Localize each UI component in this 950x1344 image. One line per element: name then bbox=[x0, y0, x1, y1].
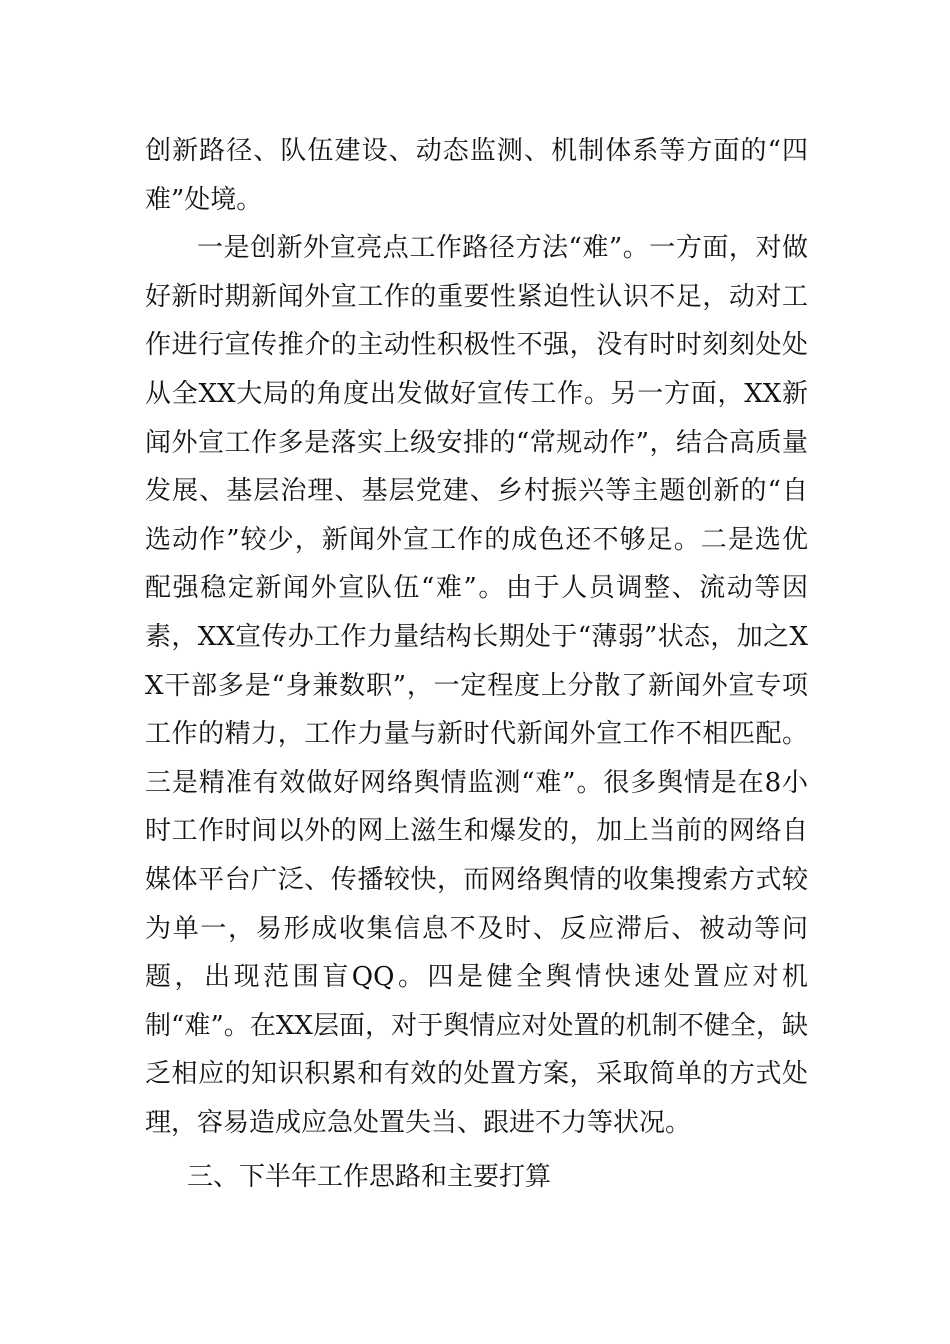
section-heading: 三、下半年工作思路和主要打算 bbox=[187, 1162, 552, 1193]
document-body bbox=[145, 127, 808, 1202]
continued-paragraph: 创新路径、队伍建设、动态监测、机制体系等方面的“四难”处境。 bbox=[145, 136, 808, 215]
body-paragraph: 一是创新外宣亮点工作路径方法“难”。一方面，对做好新时期新闻外宣工作的重要性紧迫性认识不足，动对工作进行宣传推介的主动性积极性不强，没有时时刻刻处处从全XX大局的角度出发做好宣传工作。另一方面，XX新闻外宣工作多是落实上级安排的“常规动作”，结合高质量发展、基层治理、基层党建、乡村振兴等主题创新的“自选动作”较少，新闻外宣工作的成色还不够足。二是选优配强稳定新闻外宣队伍“难”。由于人员调整、流动等因素，XX宣传办工作力量结构长期处于“薄弱”状态，加之XX干部多是“身兼数职”，一定程度上分散了新闻外宣专项工作的精力，工作力量与新时代新闻外宣工作不相匹配。三是精准有效做好网络舆情监测“难”。很多舆情是在8小时工作时间以外的网上滋生和爆发的，加上当前的网络自媒体平台广泛、传播较快，而网络舆情的收集搜索方式较为单一，易形成收集信息不及时、反应滞后、被动等问题，出现范围盲QQ。四是健全舆情快速处置应对机制“难”。在XX层面，对于舆情应对处置的机制不健全，缺乏相应的知识积累和有效的处置方案，采取简单的方式处理，容易造成应急处置失当、跟进不力等状况。 bbox=[145, 233, 808, 1138]
